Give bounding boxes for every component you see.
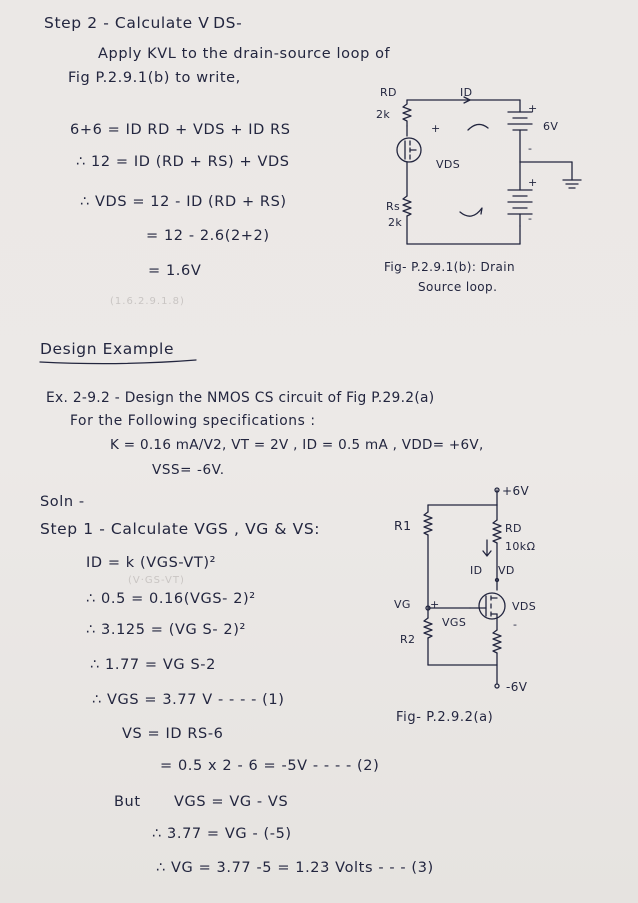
- fig2-rd-resistor: [493, 520, 501, 543]
- fig1-rd-value: 2k: [376, 108, 391, 121]
- fig2-vds-label: VDS: [512, 600, 537, 613]
- fig2-id-arrow: [483, 540, 491, 556]
- fig2-minus-vds: -: [513, 618, 518, 631]
- step2-equation-4: = 12 - 2.6(2+2): [146, 228, 270, 244]
- solution-line-9: ∴ 3.77 = VG - (-5): [152, 826, 292, 842]
- fig2-r1-label: R1: [394, 518, 412, 533]
- fig2-rd-label: RD: [505, 522, 522, 535]
- solution-line-7: = 0.5 x 2 - 6 = -5V - - - - (2): [160, 758, 380, 774]
- fig1-loop-arrow-bottom: [460, 208, 482, 216]
- bleed-through-text: (V·GS-VT): [128, 575, 185, 586]
- bleed-through-text: (1.6.2.9.1.8): [110, 296, 185, 307]
- fig2-id-label: ID: [470, 564, 483, 577]
- example-statement-line1: Ex. 2-9.2 - Design the NMOS CS circuit of Fig P.29.2(a): [46, 390, 435, 406]
- fig1-plus-top: +: [528, 102, 538, 115]
- step2-heading: Step 2 - Calculate V DS-: [44, 14, 243, 32]
- fig1-rd-resistor: [403, 100, 411, 126]
- fig2-vd-label: VD: [498, 564, 515, 577]
- fig1-vds-label: VDS: [436, 158, 461, 171]
- fig1-circuit: [397, 97, 581, 244]
- fig2-vgs-label: VGS: [442, 616, 467, 629]
- fig2-rd-value: 10kΩ: [505, 540, 536, 553]
- solution-line-5: ∴ VGS = 3.77 V - - - - (1): [92, 692, 285, 708]
- solution-line-6: VS = ID RS-6: [122, 726, 224, 742]
- fig1-rs-value: 2k: [388, 216, 403, 229]
- fig1-minus-bottom: -: [528, 212, 533, 225]
- solution-line-4: ∴ 1.77 = VG S-2: [90, 657, 216, 673]
- spec-line-2: VSS= -6V.: [152, 462, 225, 478]
- step2-equation-5: = 1.6V: [148, 263, 202, 279]
- fig2-rs-resistor: [493, 630, 501, 653]
- fig2-vss-node: [495, 684, 499, 688]
- fig2-caption: Fig- P.2.9.2(a): [396, 710, 494, 725]
- fig1-mosfet-circle: [397, 138, 421, 162]
- fig1-minus-top: -: [528, 142, 533, 155]
- fig1-loop-arrow-top: [468, 124, 488, 130]
- fig2-vss-label: -6V: [506, 680, 528, 694]
- step2-equation-3: ∴ VDS = 12 - ID (RD + RS): [80, 194, 287, 210]
- fig2-plus-vgs: +: [430, 598, 440, 611]
- step2-intro-line2: Fig P.2.9.1(b) to write,: [68, 70, 241, 86]
- fig2-r1-resistor: [424, 512, 432, 535]
- design-example-underline: [40, 360, 196, 364]
- fig1-caption-1: Fig- P.2.9.1(b): Drain: [384, 260, 515, 274]
- fig1-plus-bottom: +: [528, 176, 538, 189]
- step2-intro-line1: Apply KVL to the drain-source loop of: [98, 46, 391, 62]
- example-statement-line2: For the Following specifications :: [70, 413, 316, 429]
- fig1-plus-vds: +: [431, 122, 441, 135]
- fig1-rs-resistor: [403, 196, 411, 216]
- fig2-circuit: [424, 488, 505, 688]
- fig2-r2-resistor: [424, 618, 432, 638]
- fig1-rs-label: Rs: [386, 200, 401, 213]
- fig1-rd-label: RD: [380, 86, 397, 99]
- solution-label: Soln -: [40, 494, 85, 510]
- fig2-r2-label: R2: [400, 633, 416, 646]
- spec-line-1: K = 0.16 mA/V2, VT = 2V , ID = 0.5 mA , VDD= +6V,: [110, 437, 484, 453]
- fig2-mosfet-circle: [479, 593, 505, 619]
- solution-line-2: ∴ 0.5 = 0.16(VGS- 2)²: [86, 591, 256, 607]
- fig2-vdd-label: +6V: [502, 484, 530, 498]
- fig1-caption-2: Source loop.: [418, 280, 498, 294]
- solution-line-10: ∴ VG = 3.77 -5 = 1.23 Volts - - - (3): [156, 860, 434, 876]
- design-example-title: Design Example: [40, 340, 175, 358]
- solution-line-1: ID = k (VGS-VT)²: [86, 555, 217, 571]
- solution-line-3: ∴ 3.125 = (VG S- 2)²: [86, 622, 246, 638]
- step2-equation-2: ∴ 12 = ID (RD + RS) + VDS: [76, 154, 290, 170]
- solution-but-label: But: [114, 794, 141, 810]
- fig1-id-label: ID: [460, 86, 473, 99]
- step2-equation-1: 6+6 = ID RD + VDS + ID RS: [70, 122, 291, 138]
- solution-line-8: VGS = VG - VS: [174, 794, 289, 810]
- step1-heading: Step 1 - Calculate VGS , VG & VS:: [40, 520, 321, 538]
- fig1-supply-label: 6V: [543, 120, 559, 133]
- fig2-vg-label: VG: [394, 598, 411, 611]
